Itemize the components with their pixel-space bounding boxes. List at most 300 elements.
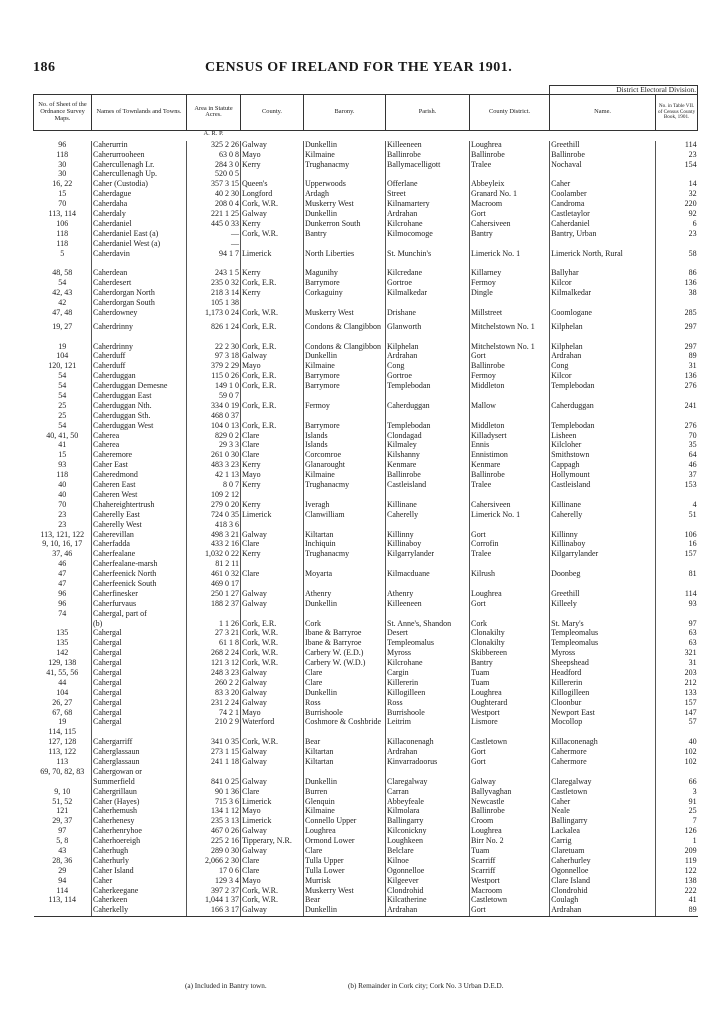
parish-cell: Kilconickny (386, 827, 470, 837)
parish-cell: Drishane (386, 309, 470, 319)
county-cell: Clare (241, 540, 304, 550)
townland-cell: Caherelly East (92, 511, 187, 521)
sheet-cell (34, 778, 92, 788)
parish-cell: Gortroe (386, 279, 470, 289)
barony-cell: Muskerry West (304, 309, 386, 319)
ded-name-cell: Ogonnelloe (550, 867, 656, 877)
county-cell: Kerry (241, 501, 304, 511)
area-cell: 149 1 0 (187, 382, 241, 392)
table-row (34, 857, 698, 867)
sheet-cell: 19 (58, 342, 67, 351)
county-cell: Galway (241, 210, 304, 220)
ded-number-cell: 63 (656, 639, 698, 649)
header-area: Area in Statute Acres. (187, 94, 241, 130)
barony-cell: Dunkellin (304, 210, 386, 220)
district-cell: Limerick No. 1 (470, 511, 550, 521)
sheet-cell: 70 (58, 200, 67, 209)
table-row (34, 481, 698, 491)
parish-cell (386, 392, 470, 402)
county-cell: Cork, W.R. (241, 887, 304, 897)
sheet-cell: 47 (58, 570, 67, 579)
barony-cell: Clanwilliam (304, 511, 386, 521)
county-cell (241, 259, 304, 269)
townland-cell: Caherdean (92, 269, 187, 279)
district-cell: Loughrea (470, 141, 550, 151)
sheet-cell: 44 (58, 678, 67, 687)
barony-cell (304, 392, 386, 402)
barony-cell: Dunkellin (304, 778, 386, 788)
ded-number-cell: 51 (656, 511, 698, 521)
ded-name-cell: Ballingarry (550, 817, 656, 827)
ded-name-cell: Killaconenagh (550, 738, 656, 748)
barony-cell (304, 240, 386, 250)
ded-name-cell: Nochaval (550, 161, 656, 171)
district-cell: Lismore (470, 718, 550, 728)
table-row (34, 877, 698, 887)
table-row (34, 180, 698, 190)
sheet-cell: 104 (56, 688, 69, 697)
sheet-cell: 96 (58, 599, 67, 608)
table-row (34, 372, 698, 382)
ded-name-cell (550, 412, 656, 422)
table-row (34, 649, 698, 659)
table-row (34, 333, 698, 343)
district-cell: Skibbereen (470, 649, 550, 659)
townland-cell: Summerfield (92, 778, 187, 788)
area-cell: 715 3 6 (187, 798, 241, 808)
townland-cell: Caheredmond (92, 471, 187, 481)
table-row (34, 709, 698, 719)
townland-cell (92, 333, 187, 343)
table-row (34, 728, 698, 738)
townland-cell: Cahergowan or (92, 768, 187, 778)
parish-cell: Kilmaley (386, 441, 470, 451)
ded-number-cell: 3 (656, 788, 698, 798)
area-cell: 397 2 37 (187, 887, 241, 897)
area-cell: 90 1 36 (187, 788, 241, 798)
ded-number-cell: 35 (656, 441, 698, 451)
district-cell: Ballinrobe (470, 471, 550, 481)
sheet-cell: 41 (58, 441, 67, 450)
county-cell: Cork, W.R. (241, 738, 304, 748)
townland-cell: Caherdavin (92, 250, 187, 260)
ded-number-cell: 89 (656, 906, 698, 916)
table-row (34, 240, 698, 250)
table-row (34, 570, 698, 580)
district-cell: Killarney (470, 269, 550, 279)
county-cell: Kerry (241, 269, 304, 279)
sheet-cell: 15 (58, 190, 67, 199)
townland-cell: Caherelly West (92, 521, 187, 531)
parish-cell (386, 560, 470, 570)
ded-number-cell: 106 (656, 531, 698, 541)
townland-cell: Cahercullenagh Lr. (92, 161, 187, 171)
sheet-cell: 135 (56, 639, 69, 648)
townland-cell: Cahergal (92, 639, 187, 649)
table-row (34, 451, 698, 461)
table-row (34, 827, 698, 837)
area-cell: 445 0 33 (187, 220, 241, 230)
county-cell (241, 491, 304, 501)
townland-cell: Caherkeegane (92, 887, 187, 897)
parish-cell: Templebodan (386, 422, 470, 432)
parish-cell: Kilmolara (386, 807, 470, 817)
district-cell: Middleton (470, 382, 550, 392)
ded-number-cell: 16 (656, 540, 698, 550)
area-cell: 210 2 9 (187, 718, 241, 728)
sheet-cell: 46 (58, 560, 67, 569)
table-row (34, 906, 698, 916)
county-cell: Galway (241, 906, 304, 916)
county-cell: Cork, E.R. (241, 343, 304, 353)
sheet-cell: 93 (58, 461, 67, 470)
area-cell: 42 1 13 (187, 471, 241, 481)
area-cell: 334 0 19 (187, 402, 241, 412)
county-cell: Galway (241, 600, 304, 610)
townland-cell: Caherfurvaus (92, 600, 187, 610)
sheet-cell: 16, 22 (52, 180, 73, 189)
townland-cell: Caherdaniel (92, 220, 187, 230)
area-cell: 166 3 17 (187, 906, 241, 916)
barony-cell: Glenquin (304, 798, 386, 808)
parish-cell: Killinny (386, 531, 470, 541)
ded-name-cell (550, 299, 656, 309)
ded-name-cell: Caherhurley (550, 857, 656, 867)
parish-cell: Kilmocomoge (386, 230, 470, 240)
barony-cell: Barrymore (304, 422, 386, 432)
ded-number-cell: 40 (656, 738, 698, 748)
townland-cell: Caher (Custodia) (92, 180, 187, 190)
table-row (34, 629, 698, 639)
table-row (34, 639, 698, 649)
ded-name-cell: Killinny (550, 531, 656, 541)
townland-cell: Caherkelly (92, 906, 187, 916)
district-cell: Ballyvaghan (470, 788, 550, 798)
barony-cell: Inchiquin (304, 540, 386, 550)
sheet-cell: 106 (56, 219, 69, 228)
parish-cell: Ballinrobe (386, 471, 470, 481)
sheet-cell: 129, 138 (48, 659, 77, 668)
table-row (34, 620, 698, 630)
table-row (34, 679, 698, 689)
table-row (34, 432, 698, 442)
parish-cell: Cargin (386, 669, 470, 679)
area-cell: 248 3 23 (187, 669, 241, 679)
townland-cell: Caherhoereigh (92, 837, 187, 847)
parish-cell: Killinaboy (386, 540, 470, 550)
ded-number-cell: 25 (656, 807, 698, 817)
townland-cell: Caherhenryhoe (92, 827, 187, 837)
ded-number-cell: 97 (656, 620, 698, 630)
ded-name-cell (550, 610, 656, 620)
table-row (34, 610, 698, 620)
parish-cell: Killererin (386, 679, 470, 689)
parish-cell (386, 610, 470, 620)
ded-name-cell: Greethill (550, 141, 656, 151)
area-cell: 261 0 30 (187, 451, 241, 461)
parish-cell: Desert (386, 629, 470, 639)
ded-name-cell: Greethill (550, 590, 656, 600)
district-cell: Abbeyleix (470, 180, 550, 190)
ded-name-cell: Claregalway (550, 778, 656, 788)
ded-number-cell: 102 (656, 758, 698, 768)
district-cell: Gort (470, 352, 550, 362)
ded-name-cell (550, 259, 656, 269)
county-cell (241, 333, 304, 343)
county-cell (241, 412, 304, 422)
townland-cell: Caherduff (92, 352, 187, 362)
ded-number-cell: 122 (656, 867, 698, 877)
parish-cell: Carran (386, 788, 470, 798)
ded-name-cell: Templeomalus (550, 629, 656, 639)
district-cell (470, 412, 550, 422)
area-cell: 268 2 24 (187, 649, 241, 659)
ded-name-cell: Templeomalus (550, 639, 656, 649)
county-cell: Queen's (241, 180, 304, 190)
table-row (34, 511, 698, 521)
barony-cell: Kiltartan (304, 531, 386, 541)
ded-number-cell: 209 (656, 847, 698, 857)
ded-number-cell: 41 (656, 896, 698, 906)
table-row (34, 210, 698, 220)
sheet-cell: 113, 114 (48, 210, 76, 218)
area-cell: 40 2 30 (187, 190, 241, 200)
townland-cell: Caher (92, 877, 187, 887)
district-cell: Clonakilty (470, 639, 550, 649)
page-number: 186 (33, 60, 56, 75)
townland-cell: Caherduggan Sth. (92, 412, 187, 422)
area-cell: 243 1 5 (187, 269, 241, 279)
parish-cell: Abbeyfeale (386, 798, 470, 808)
sheet-cell: 114, 115 (48, 728, 76, 737)
area-cell: 2,066 2 30 (187, 857, 241, 867)
table-row (34, 461, 698, 471)
county-cell: Kerry (241, 550, 304, 560)
footnote-b: (b) Remainder in Cork city; Cork No. 3 Urban D.E.D. (348, 982, 504, 990)
parish-cell: Kilcrohane (386, 659, 470, 669)
ded-name-cell: Kilcor (550, 279, 656, 289)
county-cell: Cork, W.R. (241, 230, 304, 240)
area-cell: 235 3 13 (187, 817, 241, 827)
county-cell: Cork, E.R. (241, 402, 304, 412)
area-cell: — (187, 240, 241, 250)
sheet-cell: 113, 121, 122 (40, 530, 85, 539)
area-cell: 94 1 7 (187, 250, 241, 260)
table-row (34, 798, 698, 808)
parish-cell: Kilmacduane (386, 570, 470, 580)
area-cell: 433 2 16 (187, 540, 241, 550)
townland-cell: Caherdrinny (92, 323, 187, 333)
barony-cell: Ibane & Barryroe (304, 639, 386, 649)
ded-name-cell: Caherdaniel (550, 220, 656, 230)
district-cell: Mitchelstown No. 1 (470, 323, 550, 333)
ded-number-cell: 153 (656, 481, 698, 491)
sheet-cell: 94 (58, 876, 67, 885)
townland-cell: Caher Island (92, 867, 187, 877)
barony-cell: Barrymore (304, 382, 386, 392)
ded-number-cell: 241 (656, 402, 698, 412)
district-cell: Castletown (470, 896, 550, 906)
district-cell (470, 560, 550, 570)
townland-cell: Cahergal (92, 709, 187, 719)
ded-name-cell: Kilphelan (550, 343, 656, 353)
area-cell: 104 0 13 (187, 422, 241, 432)
table-row (34, 309, 698, 319)
barony-cell: Magunihy (304, 269, 386, 279)
ded-number-cell: 297 (656, 343, 698, 353)
ded-name-cell (550, 240, 656, 250)
ded-number-cell: 220 (656, 200, 698, 210)
ded-number-cell (656, 610, 698, 620)
parish-cell: Caherelly (386, 511, 470, 521)
parish-cell: Kilnoe (386, 857, 470, 867)
table-row (34, 259, 698, 269)
area-cell: 59 0 7 (187, 392, 241, 402)
county-cell: Mayo (241, 709, 304, 719)
area-cell: 134 1 12 (187, 807, 241, 817)
ded-number-cell: 64 (656, 451, 698, 461)
county-cell: Galway (241, 141, 304, 151)
district-cell (470, 240, 550, 250)
ded-name-cell: Carrig (550, 837, 656, 847)
area-cell: 341 0 35 (187, 738, 241, 748)
table-row (34, 659, 698, 669)
area-cell (187, 259, 241, 269)
townland-cell: Caherdague (92, 190, 187, 200)
ded-name-cell: Claretuam (550, 847, 656, 857)
county-cell: Clare (241, 857, 304, 867)
county-cell: Kerry (241, 289, 304, 299)
ded-name-cell: Coulagh (550, 896, 656, 906)
county-cell: Limerick (241, 798, 304, 808)
sheet-cell: 28, 36 (52, 856, 73, 865)
townland-cell (92, 728, 187, 738)
district-cell: Castletown (470, 738, 550, 748)
barony-cell: Upperwoods (304, 180, 386, 190)
area-cell: 29 3 3 (187, 441, 241, 451)
district-cell: Ennistimon (470, 451, 550, 461)
area-cell: 1,044 1 37 (187, 896, 241, 906)
district-cell: Limerick No. 1 (470, 250, 550, 260)
ded-number-cell: 157 (656, 550, 698, 560)
parish-cell: Leitrim (386, 718, 470, 728)
ded-number-cell: 32 (656, 190, 698, 200)
county-cell: Mayo (241, 877, 304, 887)
district-cell: Kenmare (470, 461, 550, 471)
county-cell: Cork, E.R. (241, 279, 304, 289)
district-cell: Mitchelstown No. 1 (470, 343, 550, 353)
townland-cell: Cahergal (92, 679, 187, 689)
county-cell: Kerry (241, 481, 304, 491)
county-cell (241, 728, 304, 738)
district-cell: Tralee (470, 550, 550, 560)
sheet-cell: 23 (58, 510, 67, 519)
ded-name-cell: Castletown (550, 788, 656, 798)
district-cell: Millstreet (470, 309, 550, 319)
barony-cell: Clare (304, 847, 386, 857)
ded-number-cell: 63 (656, 629, 698, 639)
table-row (34, 560, 698, 570)
sheet-cell: 118 (56, 150, 69, 159)
sheet-cell: 41, 55, 56 (46, 668, 79, 677)
sheet-cell: 40 (58, 481, 67, 490)
ded-name-cell: Smithstown (550, 451, 656, 461)
table-row (34, 531, 698, 541)
barony-cell: Kilmaine (304, 362, 386, 372)
county-cell (241, 560, 304, 570)
barony-cell: Moyarta (304, 570, 386, 580)
area-cell: 273 1 15 (187, 748, 241, 758)
sheet-cell: 54 (58, 372, 67, 381)
ded-number-cell (656, 580, 698, 590)
table-row (34, 580, 698, 590)
county-cell: Galway (241, 689, 304, 699)
ded-number-cell: 66 (656, 778, 698, 788)
townland-cell: Caherduggan Nth. (92, 402, 187, 412)
ded-number-cell: 138 (656, 877, 698, 887)
ded-number-cell: 285 (656, 309, 698, 319)
townland-cell: Caherfadda (92, 540, 187, 550)
ded-name-cell: Coolamber (550, 190, 656, 200)
sheet-cell: 70 (58, 500, 67, 509)
county-cell: Longford (241, 190, 304, 200)
parish-cell: Kilcredane (386, 269, 470, 279)
sheet-cell: 43 (58, 847, 67, 855)
ded-name-cell: Caher (550, 798, 656, 808)
parish-cell: Street (386, 190, 470, 200)
sheet-cell: 40, 41, 50 (46, 431, 79, 440)
area-cell: 250 1 27 (187, 590, 241, 600)
area-cell: 357 3 15 (187, 180, 241, 190)
townland-cell: Caherglassaun (92, 758, 187, 768)
ded-name-cell: Doonbeg (550, 570, 656, 580)
barony-cell: Trughanacmy (304, 481, 386, 491)
ded-name-cell: Clondrohid (550, 887, 656, 897)
parish-cell: Clondrohid (386, 887, 470, 897)
district-cell: Gort (470, 906, 550, 916)
district-cell: Middleton (470, 422, 550, 432)
county-cell: Cork, E.R. (241, 422, 304, 432)
area-cell: 221 1 25 (187, 210, 241, 220)
ded-number-cell (656, 560, 698, 570)
table-row (34, 141, 698, 151)
table-row (34, 867, 698, 877)
ded-number-cell: 276 (656, 382, 698, 392)
townland-cell: Caherdowney (92, 309, 187, 319)
sheet-cell: 48, 58 (52, 269, 73, 278)
county-cell: Galway (241, 827, 304, 837)
district-cell: Cahersiveen (470, 220, 550, 230)
area-cell: 1,173 0 24 (187, 309, 241, 319)
parish-cell: Offerlane (386, 180, 470, 190)
county-cell: Galway (241, 679, 304, 689)
table-row (34, 768, 698, 778)
barony-cell: Ardagh (304, 190, 386, 200)
townland-cell: Caher East (92, 461, 187, 471)
district-cell: Macroom (470, 200, 550, 210)
parish-cell: Kilgeever (386, 877, 470, 887)
district-cell: Gort (470, 531, 550, 541)
county-cell: Mayo (241, 807, 304, 817)
sheet-cell: 54 (58, 421, 67, 430)
townland-cell: Caherevillan (92, 531, 187, 541)
ded-name-cell: Killinaboy (550, 540, 656, 550)
county-cell: Limerick (241, 250, 304, 260)
ded-name-cell: Lackalea (550, 827, 656, 837)
county-cell (241, 170, 304, 180)
area-cell: 469 0 17 (187, 580, 241, 590)
ded-number-cell: 81 (656, 570, 698, 580)
